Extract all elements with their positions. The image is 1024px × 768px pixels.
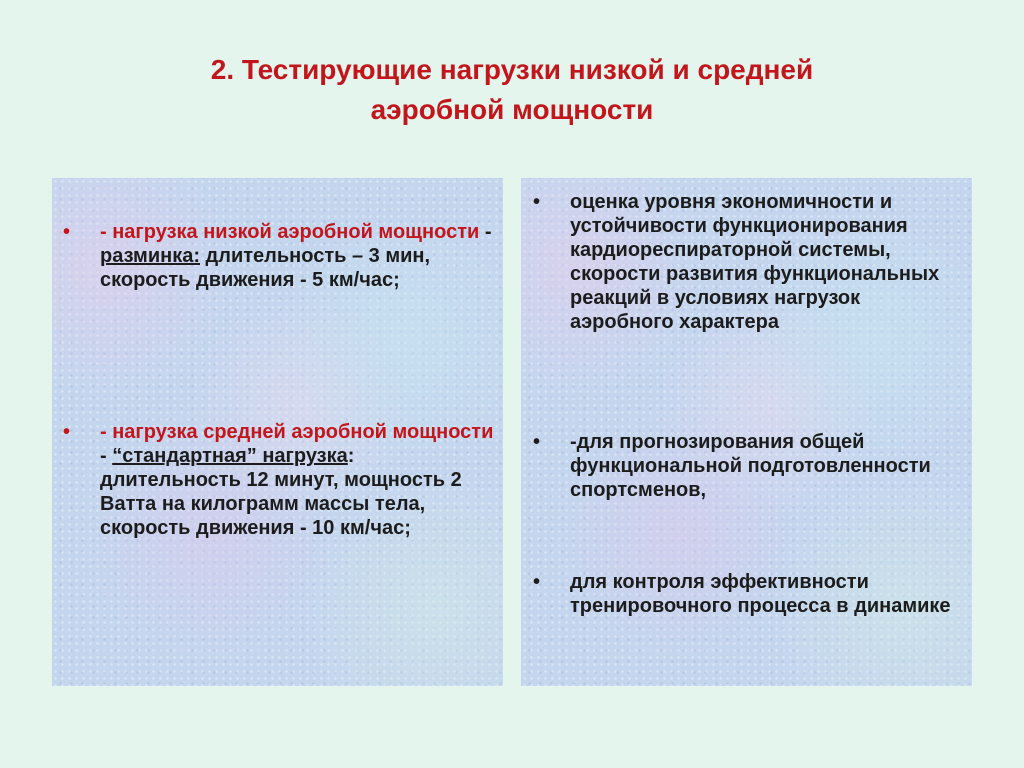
low-load-heading: нагрузка низкой аэробной мощности	[112, 221, 480, 243]
standard-load-label: “стандартная” нагрузка	[112, 445, 348, 467]
right-list-item-evaluation	[533, 190, 965, 334]
dash-marker: -	[100, 421, 113, 443]
bullet-icon: •	[533, 431, 541, 453]
left-list-item-medium-load	[63, 420, 495, 540]
separator: -	[479, 221, 492, 243]
list-item-text: оценка уровня экономичности и устойчивости функционирования кардиореспираторной системы, скорости развития функциональных реакций в условиях нагрузок аэробного характера	[570, 191, 940, 333]
right-list-item-forecast	[533, 430, 965, 502]
warmup-label: разминка:	[100, 245, 200, 267]
right-list-item-control	[533, 570, 965, 618]
left-list-item-low-load	[63, 220, 495, 292]
bullet-icon: •	[533, 571, 541, 593]
low-load-details: длительность – 3 мин, скорость движения - 5 км/час;	[100, 245, 431, 291]
slide-title-line-1: 2. Тестирующие нагрузки низкой и средней	[210, 54, 814, 85]
list-item-text: -для прогнозирования общей функциональной подготовленности спортсменов,	[570, 431, 931, 501]
separator: -	[100, 445, 113, 467]
bullet-icon: •	[533, 191, 541, 213]
list-item-text: для контроля эффективности тренировочного процесса в динамике	[570, 571, 951, 617]
slide-title-line-2: аэробной мощности	[370, 94, 654, 125]
medium-load-heading: нагрузка средней аэробной мощности	[112, 421, 494, 443]
bullet-icon: •	[63, 221, 71, 243]
bullet-icon: •	[63, 421, 71, 443]
medium-load-details: : длительность 12 минут, мощность 2 Ватта на килограмм массы тела, скорость движения - 10 км/час;	[100, 445, 462, 539]
dash-marker: -	[100, 221, 113, 243]
slide-title	[0, 50, 1024, 130]
